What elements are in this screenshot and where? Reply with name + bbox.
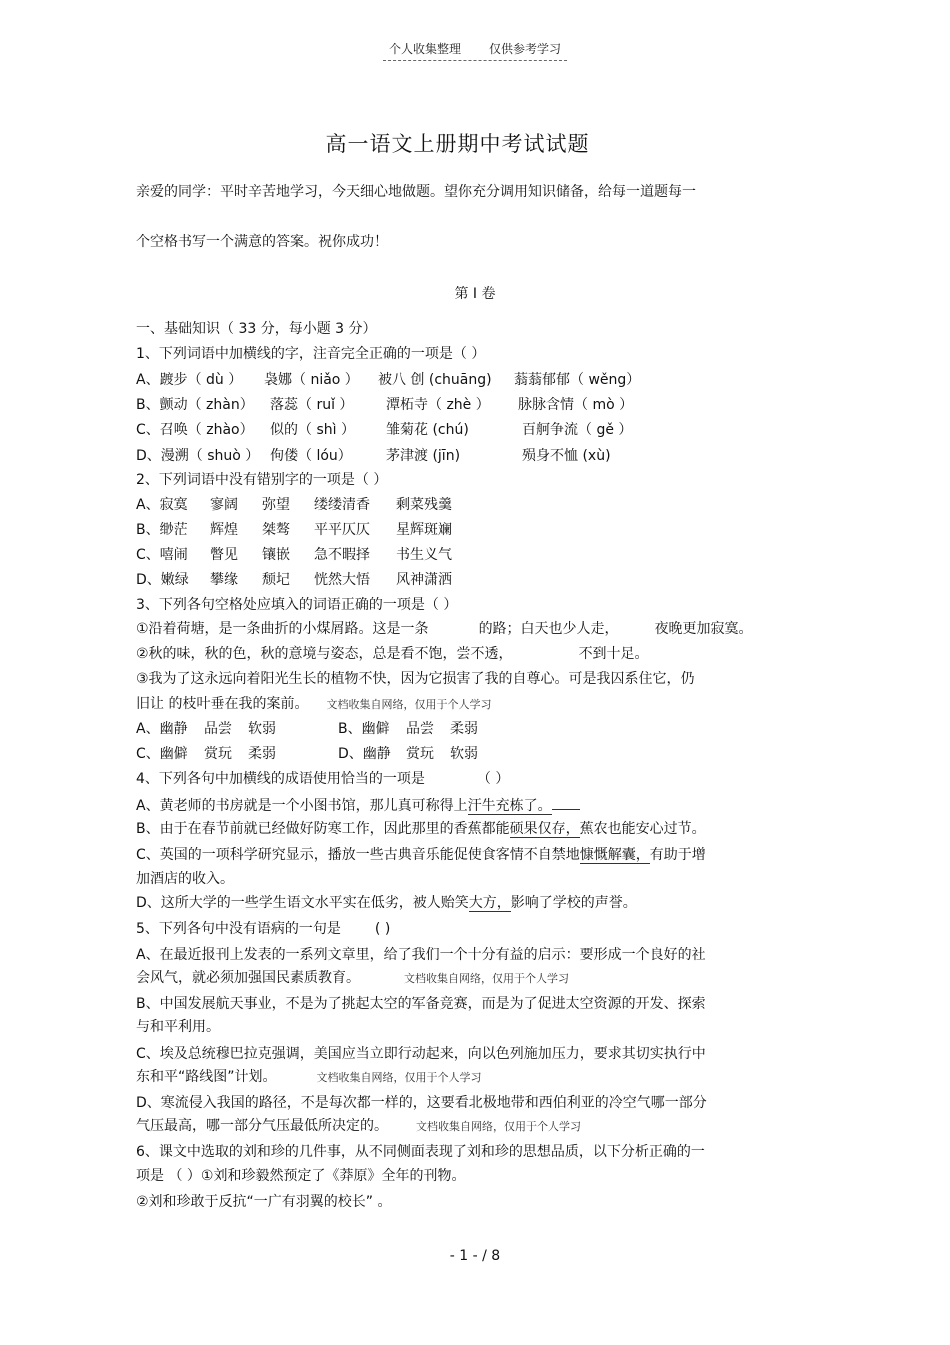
q3-s1-part1: ①沿着荷塘，是一条曲折的小煤屑路。这是一条 xyxy=(136,621,429,637)
q4-d-text: D、这所大学的一些学生语文水平实在低劣，被人贻笑 xyxy=(136,895,469,911)
q2-b-5: 星辉斑斓 xyxy=(396,522,452,538)
q4-c-rest: 有助于增 xyxy=(649,847,706,863)
q3-s1-part2: 的路；白天也少人走， xyxy=(478,621,619,637)
q5-b-line1: B、中国发展航天事业，不是为了挑起太空的军备竞赛，而是为了促进太空资源的开发、探索 xyxy=(136,996,706,1012)
q3-stem: 3、下列各句空格处应填入的词语正确的一项是（ ） xyxy=(136,597,458,613)
watermark-note: 文档收集自网络，仅用于个人学习 xyxy=(316,1071,482,1084)
q1-c-4: 百舸争流（ gě ） xyxy=(522,422,633,438)
q1-a-4: 蓊蓊郁郁（ wěng） xyxy=(514,372,641,388)
q4-c-underlined: 慷慨解囊， xyxy=(579,847,650,863)
q2-d-4: 恍然大悟 xyxy=(314,572,370,588)
q2-d-3: 颓圮 xyxy=(262,572,290,588)
q1-b-4: 脉脉含情（ mò ） xyxy=(518,397,634,413)
q2-b-4: 平平仄仄 xyxy=(314,522,370,538)
q3-s2-part1: ②秋的味，秋的色，秋的意境与姿态，总是看不饱，尝不透， xyxy=(136,646,513,662)
q2-d-5: 风神潇洒 xyxy=(396,572,452,588)
q5-answer-paren: ( ) xyxy=(374,921,391,937)
q5-c-line2 xyxy=(136,1067,482,1088)
q4-stem xyxy=(136,769,509,789)
q2-c-4: 急不暇择 xyxy=(314,547,370,563)
q3-b-2: 品尝 xyxy=(406,721,434,737)
q3-sentence-2 xyxy=(136,644,649,664)
q5-d-text: 气压最高，哪一部分气压最低所决定的。 xyxy=(136,1118,388,1134)
q3-sentence-1 xyxy=(136,619,753,639)
q3-s4-text: 旧让 的枝叶垂在我的案前。 xyxy=(136,696,309,712)
q2-c-5: 书生义气 xyxy=(396,547,452,563)
q5-c-text: 东和平“路线图”计划。 xyxy=(136,1069,277,1085)
q3-a-3: 软弱 xyxy=(248,721,276,737)
header-wrap xyxy=(383,40,567,61)
q2-c-1: C、嘻闹 xyxy=(136,547,188,563)
q4-a-text: A、黄老师的书房就是一个小图书馆，那儿真可称得上 xyxy=(136,798,468,814)
q1-d-3: 茅津渡 (jīn) xyxy=(386,448,461,464)
q3-c-3: 柔弱 xyxy=(248,746,276,762)
q6-line2: 项是 （ ）①刘和珍毅然预定了《莽原》全年的刊物。 xyxy=(136,1168,466,1184)
q4-a-underlined: 汗牛充栋了。 xyxy=(467,798,552,814)
q5-c-line1: C、埃及总统穆巴拉克强调，美国应当立即行动起来，向以色列施加压力，要求其切实执行中 xyxy=(136,1046,706,1062)
q2-c-3: 镶嵌 xyxy=(262,547,290,563)
q2-option-d xyxy=(136,570,452,590)
q2-b-2: 辉煌 xyxy=(210,522,238,538)
q3-b-1: B、幽僻 xyxy=(338,721,390,737)
q3-sentence-3: ③我为了这永远向着阳光生长的植物不快，因为它损害了我的自尊心。可是我囚系住它，仍 xyxy=(136,671,695,687)
q4-answer-paren: （ ） xyxy=(476,771,510,787)
q2-d-1: D、嫩绿 xyxy=(136,572,189,588)
q2-a-4: 缕缕清香 xyxy=(314,497,370,513)
q2-option-a xyxy=(136,495,452,515)
q4-option-a xyxy=(136,794,580,816)
q4-option-c-cont: 加酒店的收入。 xyxy=(136,871,234,887)
q4-stem-text: 4、下列各句中加横线的成语使用恰当的一项是 xyxy=(136,771,425,787)
q3-options-ab xyxy=(136,719,478,739)
q2-a-1: A、寂寞 xyxy=(136,497,188,513)
q2-c-2: 瞥见 xyxy=(210,547,238,563)
q1-stem: 1、下列词语中加横线的字，注音完全正确的一项是（ ） xyxy=(136,346,486,362)
q4-option-d xyxy=(136,893,637,913)
q2-option-b xyxy=(136,520,452,540)
q5-b-line2: 与和平利用。 xyxy=(136,1019,220,1035)
q4-d-underlined: 大方， xyxy=(468,895,511,911)
q5-a-text: 会风气，就必须加强国民素质教育。 xyxy=(136,970,360,986)
q1-c-1: C、召唤（ zhào） xyxy=(136,422,254,438)
q2-b-3: 桀骜 xyxy=(262,522,290,538)
q1-d-1: D、漫溯（ shuò ） xyxy=(136,448,260,464)
q3-s1-part3: 夜晚更加寂寞。 xyxy=(654,621,753,637)
q4-c-text: C、英国的一项科学研究显示，播放一些古典音乐能促使食客情不自禁地 xyxy=(136,847,580,863)
q3-c-1: C、幽僻 xyxy=(136,746,188,762)
q2-a-3: 弥望 xyxy=(262,497,290,513)
page-number: - 1 - / 8 xyxy=(449,1248,501,1264)
q3-a-2: 品尝 xyxy=(204,721,232,737)
watermark-note: 文档收集自网络，仅用于个人学习 xyxy=(416,1120,581,1133)
q4-b-rest: 蕉农也能安心过节。 xyxy=(579,821,706,837)
q1-option-c xyxy=(136,420,632,440)
q1-option-a xyxy=(136,370,640,390)
q1-b-1: B、颤动（ zhàn） xyxy=(136,397,254,413)
header-left: 个人收集整理 xyxy=(388,42,461,56)
volume-heading: 第 I 卷 xyxy=(454,286,496,302)
q1-a-3: 被八 创 (chuāng) xyxy=(378,372,492,388)
q5-a-line2 xyxy=(136,968,569,989)
q4-d-rest: 影响了学校的声誉。 xyxy=(510,895,637,911)
q6-line3: ②刘和珍敢于反抗“一广有羽翼的校长” 。 xyxy=(136,1194,392,1210)
q1-a-2: 袅娜（ niǎo ） xyxy=(264,372,359,388)
intro-line-2: 个空格书写一个满意的答案。祝你成功！ xyxy=(136,234,388,250)
q1-d-4: 殒身不恤 (xù) xyxy=(522,448,611,464)
q2-a-2: 寥阔 xyxy=(210,497,238,513)
intro-line-1: 亲爱的同学：平时辛苦地学习，今天细心地做题。望你充分调用知识储备，给每一道题每一 xyxy=(136,184,696,200)
q3-d-3: 软弱 xyxy=(450,746,478,762)
q1-a-1: A、踱步（ dù ） xyxy=(136,372,243,388)
q1-option-d xyxy=(136,446,611,466)
q3-options-cd xyxy=(136,744,478,764)
q4-option-b xyxy=(136,819,706,839)
q4-b-text: B、由于在春节前就已经做好防寒工作，因此那里的香蕉都能 xyxy=(136,821,510,837)
q5-stem xyxy=(136,919,390,939)
q1-c-3: 雏菊花 (chú) xyxy=(386,422,469,438)
q3-d-2: 赏玩 xyxy=(406,746,434,762)
q3-c-2: 赏玩 xyxy=(204,746,232,762)
page-title: 高一语文上册期中考试试题 xyxy=(325,132,590,156)
q3-d-1: D、幽静 xyxy=(338,746,391,762)
q1-c-2: 似的（ shì ） xyxy=(270,422,355,438)
q5-a-line1: A、在最近报刊上发表的一系列文章里，给了我们一个十分有益的启示：要形成一个良好的社 xyxy=(136,947,706,963)
section-heading: 一、基础知识（ 33 分，每小题 3 分） xyxy=(136,321,377,337)
q4-option-c xyxy=(136,845,706,865)
watermark-note: 文档收集自网络，仅用于个人学习 xyxy=(326,698,492,711)
q5-stem-text: 5、下列各句中没有语病的一句是 xyxy=(136,921,341,937)
q4-b-underlined: 硕果仅存， xyxy=(509,821,580,837)
q2-b-1: B、缈茫 xyxy=(136,522,188,538)
q2-stem: 2、下列词语中没有错别字的一项是（ ） xyxy=(136,472,388,488)
q2-d-2: 攀缘 xyxy=(210,572,238,588)
page-header xyxy=(0,40,950,61)
header-right: 仅供参考学习 xyxy=(489,42,562,56)
q1-option-b xyxy=(136,395,633,415)
q3-b-3: 柔弱 xyxy=(450,721,478,737)
q3-sentence-4 xyxy=(136,694,491,715)
q5-d-line1: D、寒流侵入我国的路径，不是每次都一样的，这要看北极地带和西伯利亚的冷空气哪一部分 xyxy=(136,1095,707,1111)
q6-line1: 6、课文中选取的刘和珍的几件事，从不同侧面表现了刘和珍的思想品质，以下分析正确的一 xyxy=(136,1144,705,1160)
q2-a-5: 剩菜残羹 xyxy=(396,497,452,513)
q3-s2-part2: 不到十足。 xyxy=(578,646,649,662)
q1-b-2: 落蕊（ ruǐ ） xyxy=(270,397,354,413)
watermark-note: 文档收集自网络，仅用于个人学习 xyxy=(404,972,569,985)
q2-option-c xyxy=(136,545,452,565)
q1-b-3: 潭柘寺（ zhè ） xyxy=(386,397,490,413)
q3-a-1: A、幽静 xyxy=(136,721,188,737)
q5-d-line2 xyxy=(136,1116,581,1137)
q1-d-2: 佝偻（ lóu） xyxy=(270,448,352,464)
